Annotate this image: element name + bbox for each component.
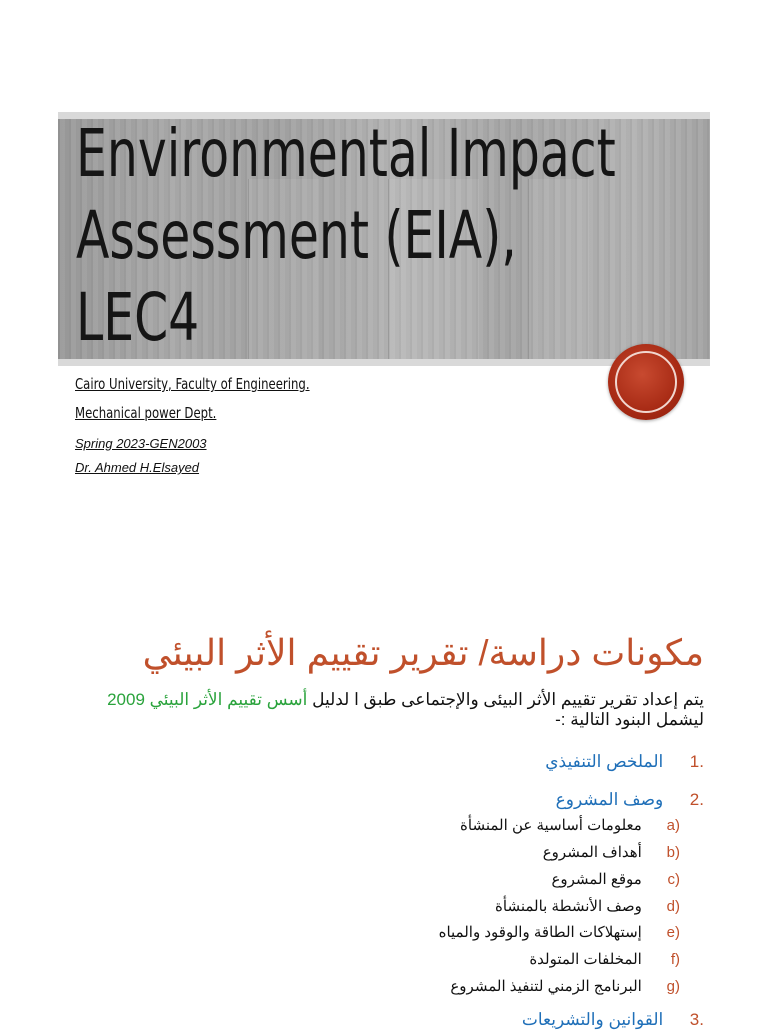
sub-list-letter: (c — [667, 871, 680, 888]
sub-list-item — [439, 923, 680, 941]
title-line: Environmental Impact — [76, 115, 616, 192]
university-label: Cairo University, Faculty of Engineering. — [75, 375, 310, 393]
sub-list-letter: (g — [666, 978, 680, 995]
sub-list-letter: (d — [666, 898, 680, 915]
title-band — [58, 112, 710, 366]
department-label: Mechanical power Dept. — [75, 404, 217, 422]
intro-paragraph — [60, 690, 704, 730]
sub-list-item — [450, 977, 680, 995]
sub-list-letter: (a — [666, 817, 680, 834]
sub-list-letter: (f — [670, 951, 680, 968]
intro-text: يتم إعداد تقرير تقييم الأثر البيئى والإجتماعى طبق ا لدليل — [312, 690, 704, 709]
sub-list-label: أهداف المشروع — [542, 844, 642, 861]
slide-title: مكونات دراسة/ تقرير تقييم الأثر البيئي — [142, 632, 704, 673]
sub-list-label: إستهلاكات الطاقة والوقود والمياه — [438, 924, 642, 941]
list-item-label: وصف المشروع — [555, 790, 664, 809]
intro-text: ليشمل البنود التالية :- — [555, 710, 704, 729]
sub-list-letter: (b — [666, 844, 680, 861]
list-item-label: الملخص التنفيذي — [545, 752, 664, 771]
sub-list-item — [543, 843, 680, 861]
sub-list-letter: (e — [666, 924, 680, 941]
sub-list-item — [529, 950, 680, 968]
author-info — [75, 374, 376, 480]
sub-list-item — [495, 897, 680, 915]
sub-list-label: البرنامج الزمني لتنفيذ المشروع — [450, 978, 642, 995]
sub-list-item — [460, 816, 680, 834]
list-number: .1 — [689, 752, 704, 771]
list-item — [522, 1010, 704, 1030]
sub-list-label: موقع المشروع — [551, 871, 642, 888]
list-number: .3 — [689, 1010, 704, 1029]
list-item — [545, 752, 704, 772]
guideline-reference: أسس تقييم الأثر البيئي 2009 — [107, 690, 308, 709]
sub-list-label: وصف الأنشطة بالمنشأة — [495, 898, 642, 915]
list-number: .2 — [689, 790, 704, 809]
title-line: Assessment (EIA), — [76, 197, 517, 274]
instructor-label: Dr. Ahmed H.Elsayed — [75, 460, 200, 475]
sub-list-label: المخلفات المتولدة — [529, 951, 642, 968]
content-slide — [0, 520, 768, 1029]
list-item-label: القوانين والتشريعات — [521, 1010, 664, 1029]
term-label: Spring 2023-GEN2003 — [75, 436, 207, 451]
sub-list-label: معلومات أساسية عن المنشأة — [460, 817, 642, 834]
list-item — [556, 790, 704, 810]
sub-list-item — [551, 870, 680, 888]
decorative-seal-icon — [608, 344, 684, 420]
title-line: LEC4 — [76, 279, 200, 356]
slide-title — [76, 113, 616, 359]
